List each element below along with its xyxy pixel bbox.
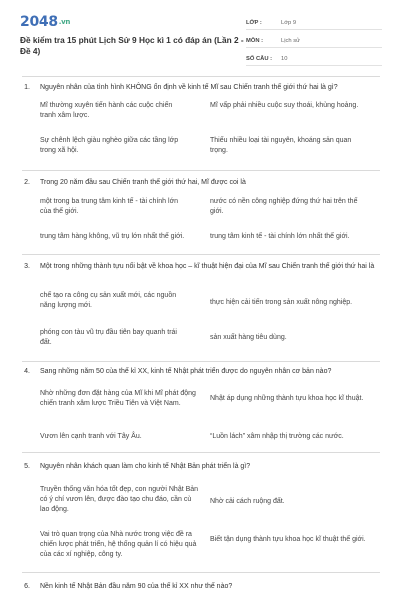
question-4-text: Sang những năm 50 của thế kỉ XX, kinh tế Nhật phát triển được do nguyên nhân cơ bản nào?: [40, 368, 332, 375]
header-divider: [22, 76, 380, 77]
logo-main: 2048: [20, 14, 58, 30]
question-2-number: 2.: [24, 179, 30, 186]
question-divider: [22, 452, 380, 453]
meta-count-value: 10: [281, 55, 288, 62]
question-3-option-a[interactable]: chế tạo ra công cụ sản xuất mới, các nguồn năng lượng mới.: [40, 292, 177, 309]
question-4-option-c[interactable]: Vươn lên cạnh tranh với Tây Âu.: [40, 433, 142, 440]
meta-count: [246, 52, 382, 66]
question-divider: [22, 170, 380, 171]
question-1-option-b[interactable]: Mĩ vấp phải nhiều cuộc suy thoái, khủng hoảng.: [210, 102, 359, 109]
meta-count-label: SỐ CÂU :: [246, 55, 273, 62]
question-1-number: 1.: [24, 84, 30, 91]
question-2-text: Trong 20 năm đầu sau Chiến tranh thế giới thứ hai, Mĩ được coi là: [40, 179, 246, 186]
meta-class: [246, 16, 382, 30]
question-5-option-c[interactable]: Vai trò quan trọng của Nhà nước trong việc đề ra chiến lược phát triển, hệ thống quản lí có hiệu quả của các xí nghiệp, công ty.: [40, 531, 197, 558]
question-3-option-d[interactable]: sản xuất hàng tiêu dùng.: [210, 334, 287, 341]
question-1-option-c[interactable]: Sự chênh lệch giàu nghèo giữa các tầng lớp trong xã hội.: [40, 137, 179, 154]
question-3-number: 3.: [24, 263, 30, 270]
meta-subject-value: Lịch sử: [281, 37, 301, 44]
meta-class-label: LỚP :: [246, 19, 262, 26]
question-2-option-c[interactable]: trung tâm hàng không, vũ trụ lớn nhất thế giới.: [40, 233, 185, 240]
meta-class-value: Lớp 9: [281, 19, 297, 26]
question-5-option-a[interactable]: Truyền thống văn hóa tốt đẹp, con người Nhật Bản có ý chí vươn lên, được đào tạo chu đáo, cần cù lao động.: [40, 486, 199, 513]
question-3-option-b[interactable]: thực hiện cải tiến trong sản xuất nông nghiệp.: [210, 299, 353, 306]
question-1-option-d[interactable]: Thiếu nhiều loại tài nguyên, khoáng sản quan trọng.: [210, 137, 352, 154]
question-2-option-a[interactable]: một trong ba trung tâm kinh tế - tài chính lớn của thế giới.: [40, 198, 179, 215]
question-5-option-b[interactable]: Nhờ cải cách ruộng đất.: [210, 498, 285, 505]
question-1-option-a[interactable]: Mĩ thường xuyên tiến hành các cuộc chiến tranh xâm lược.: [40, 102, 173, 119]
question-divider: [22, 361, 380, 362]
question-divider: [22, 254, 380, 255]
question-3-text: Một trong những thành tựu nổi bật về khoa học – kĩ thuật hiện đại của Mĩ sau Chiến tranh thế giới thứ hai là: [40, 263, 375, 270]
meta-subject: [246, 34, 382, 48]
question-5-option-d[interactable]: Biết tận dụng thành tựu khoa học kĩ thuật thế giới.: [210, 536, 366, 543]
logo-suffix: .vn: [58, 18, 71, 26]
question-4-option-d[interactable]: “Luồn lách” xâm nhập thị trường các nước.: [210, 433, 344, 440]
question-5-text: Nguyên nhân khách quan làm cho kinh tế Nhật Bản phát triển là gì?: [40, 463, 251, 470]
question-4-option-a[interactable]: Nhờ những đơn đặt hàng của Mĩ khi Mĩ phát động chiến tranh xâm lược Triều Tiên và Việt Nam.: [40, 390, 196, 407]
question-6-number: 6.: [24, 583, 30, 590]
question-4-option-b[interactable]: Nhật áp dụng những thành tựu khoa học kĩ thuật.: [210, 395, 364, 402]
page-header: [20, 10, 382, 74]
question-5-number: 5.: [24, 463, 30, 470]
site-logo[interactable]: [20, 14, 70, 30]
quiz-meta: [246, 16, 382, 70]
question-6-text: Nền kinh tế Nhật Bản đầu năm 90 của thế kỉ XX như thế nào?: [40, 583, 233, 590]
quiz-title: Đề kiểm tra 15 phút Lịch Sử 9 Học kì 1 có đáp án (Lần 2 - Đề 4): [20, 35, 244, 56]
question-2-option-d[interactable]: trung tâm kinh tế - tài chính lớn nhất thế giới.: [210, 233, 350, 240]
question-1-text: Nguyên nhân của tình hình KHÔNG ổn định về kinh tế Mĩ sau Chiến tranh thế giới thứ hai là gì?: [40, 84, 338, 91]
meta-subject-label: MÔN :: [246, 37, 264, 44]
question-2-option-b[interactable]: nước có nền công nghiệp đứng thứ hai trên thế giới.: [210, 198, 358, 215]
question-3-option-c[interactable]: phóng con tàu vũ trụ đầu tiên bay quanh trái đất.: [40, 329, 177, 346]
question-4-number: 4.: [24, 368, 30, 375]
question-divider: [22, 572, 380, 573]
